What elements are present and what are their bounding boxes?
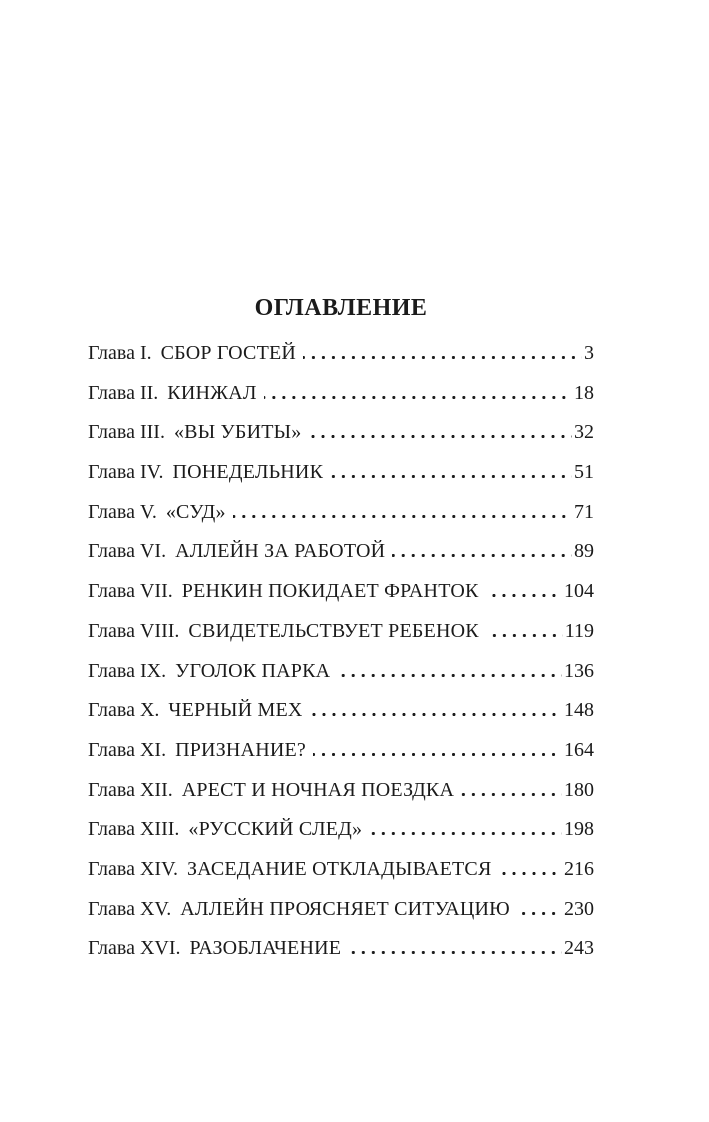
dot-leader [303, 356, 582, 359]
chapter-label: Глава XIII. [88, 818, 180, 841]
chapter-label: Глава XV. [88, 897, 172, 920]
toc-entry [88, 810, 594, 850]
page-number: 51 [574, 461, 594, 484]
page-number: 198 [564, 818, 594, 841]
toc-entry [88, 453, 594, 493]
chapter-title: ПРИЗНАНИЕ? [175, 738, 306, 761]
toc-entry [88, 652, 594, 692]
toc-rows [88, 334, 594, 969]
chapter-title: СВИДЕТЕЛЬСТВУЕТ РЕБЕНОК [188, 619, 479, 642]
page-title: ОГЛАВЛЕНИЕ [254, 295, 428, 321]
dot-leader [264, 396, 572, 399]
chapter-title: ПОНЕДЕЛЬНИК [172, 461, 324, 484]
chapter-title: РЕНКИН ПОКИДАЕТ ФРАНТОК [181, 580, 479, 603]
chapter-title: КИНЖАЛ [167, 381, 257, 404]
page-number: 18 [574, 381, 594, 404]
dot-leader [499, 872, 563, 875]
chapter-title: АРЕСТ И НОЧНАЯ ПОЕЗДКА [181, 778, 455, 801]
page-number: 71 [574, 500, 594, 523]
toc-entry [88, 334, 594, 374]
chapter-label: Глава II. [88, 381, 159, 404]
page-number: 89 [574, 540, 594, 563]
toc-entry [88, 691, 594, 731]
dot-leader [308, 435, 572, 438]
page-number: 164 [564, 738, 594, 761]
page-number: 3 [584, 342, 594, 364]
toc-entry [88, 532, 594, 572]
chapter-title: СБОР ГОСТЕЙ [160, 342, 297, 364]
page-number: 230 [564, 897, 594, 920]
toc-entry [88, 890, 594, 930]
chapter-title: ЗАСЕДАНИЕ ОТКЛАДЫВАЕТСЯ [186, 857, 492, 880]
chapter-label: Глава XI. [88, 738, 167, 761]
page-number: 104 [564, 580, 594, 603]
toc-entry [88, 374, 594, 414]
chapter-title: «СУД» [165, 500, 226, 523]
dot-leader [369, 832, 562, 835]
chapter-label: Глава IV. [88, 461, 164, 484]
chapter-title: УГОЛОК ПАРКА [175, 659, 331, 682]
chapter-title: ЧЕРНЫЙ МЕХ [168, 699, 303, 722]
dot-leader [310, 713, 562, 716]
toc-entry [88, 572, 594, 612]
dot-leader [337, 674, 562, 677]
chapter-label: Глава III. [88, 421, 165, 444]
page-number: 180 [564, 778, 594, 801]
chapter-label: Глава VI. [88, 540, 167, 563]
dot-leader [392, 554, 572, 557]
chapter-label: Глава VIII. [88, 619, 180, 642]
page-number: 216 [564, 857, 594, 880]
dot-leader [517, 912, 562, 915]
dot-leader [461, 793, 562, 796]
chapter-title: «ВЫ УБИТЫ» [173, 421, 302, 444]
toc-entry [88, 850, 594, 890]
dot-leader [486, 594, 562, 597]
page-number: 119 [564, 619, 594, 642]
chapter-label: Глава XIV. [88, 857, 178, 880]
dot-leader [330, 475, 572, 478]
chapter-label: Глава I. [88, 342, 152, 364]
chapter-label: Глава XII. [88, 778, 173, 801]
toc-entry [88, 929, 594, 969]
page-number: 136 [564, 659, 594, 682]
page-number: 243 [564, 937, 594, 960]
toc-entry [88, 612, 594, 652]
toc-entry [88, 771, 594, 811]
page-number: 32 [574, 421, 594, 444]
chapter-label: Глава V. [88, 500, 157, 523]
chapter-label: Глава VII. [88, 580, 173, 603]
chapter-title: АЛЛЕЙН ЗА РАБОТОЙ [175, 540, 386, 563]
chapter-title: «РУССКИЙ СЛЕД» [188, 818, 363, 841]
chapter-label: Глава XVI. [88, 937, 181, 960]
toc-entry [88, 413, 594, 453]
toc-entry [88, 493, 594, 533]
chapter-title: АЛЛЕЙН ПРОЯСНЯЕТ СИТУАЦИЮ [180, 897, 510, 920]
toc-entry [88, 731, 594, 771]
dot-leader [348, 951, 562, 954]
dot-leader [486, 634, 563, 637]
dot-leader [313, 753, 562, 756]
table-of-contents [88, 0, 594, 969]
chapter-title: РАЗОБЛАЧЕНИЕ [189, 937, 342, 960]
chapter-label: Глава IX. [88, 659, 167, 682]
dot-leader [233, 515, 572, 518]
chapter-label: Глава X. [88, 699, 160, 722]
page-number: 148 [564, 699, 594, 722]
